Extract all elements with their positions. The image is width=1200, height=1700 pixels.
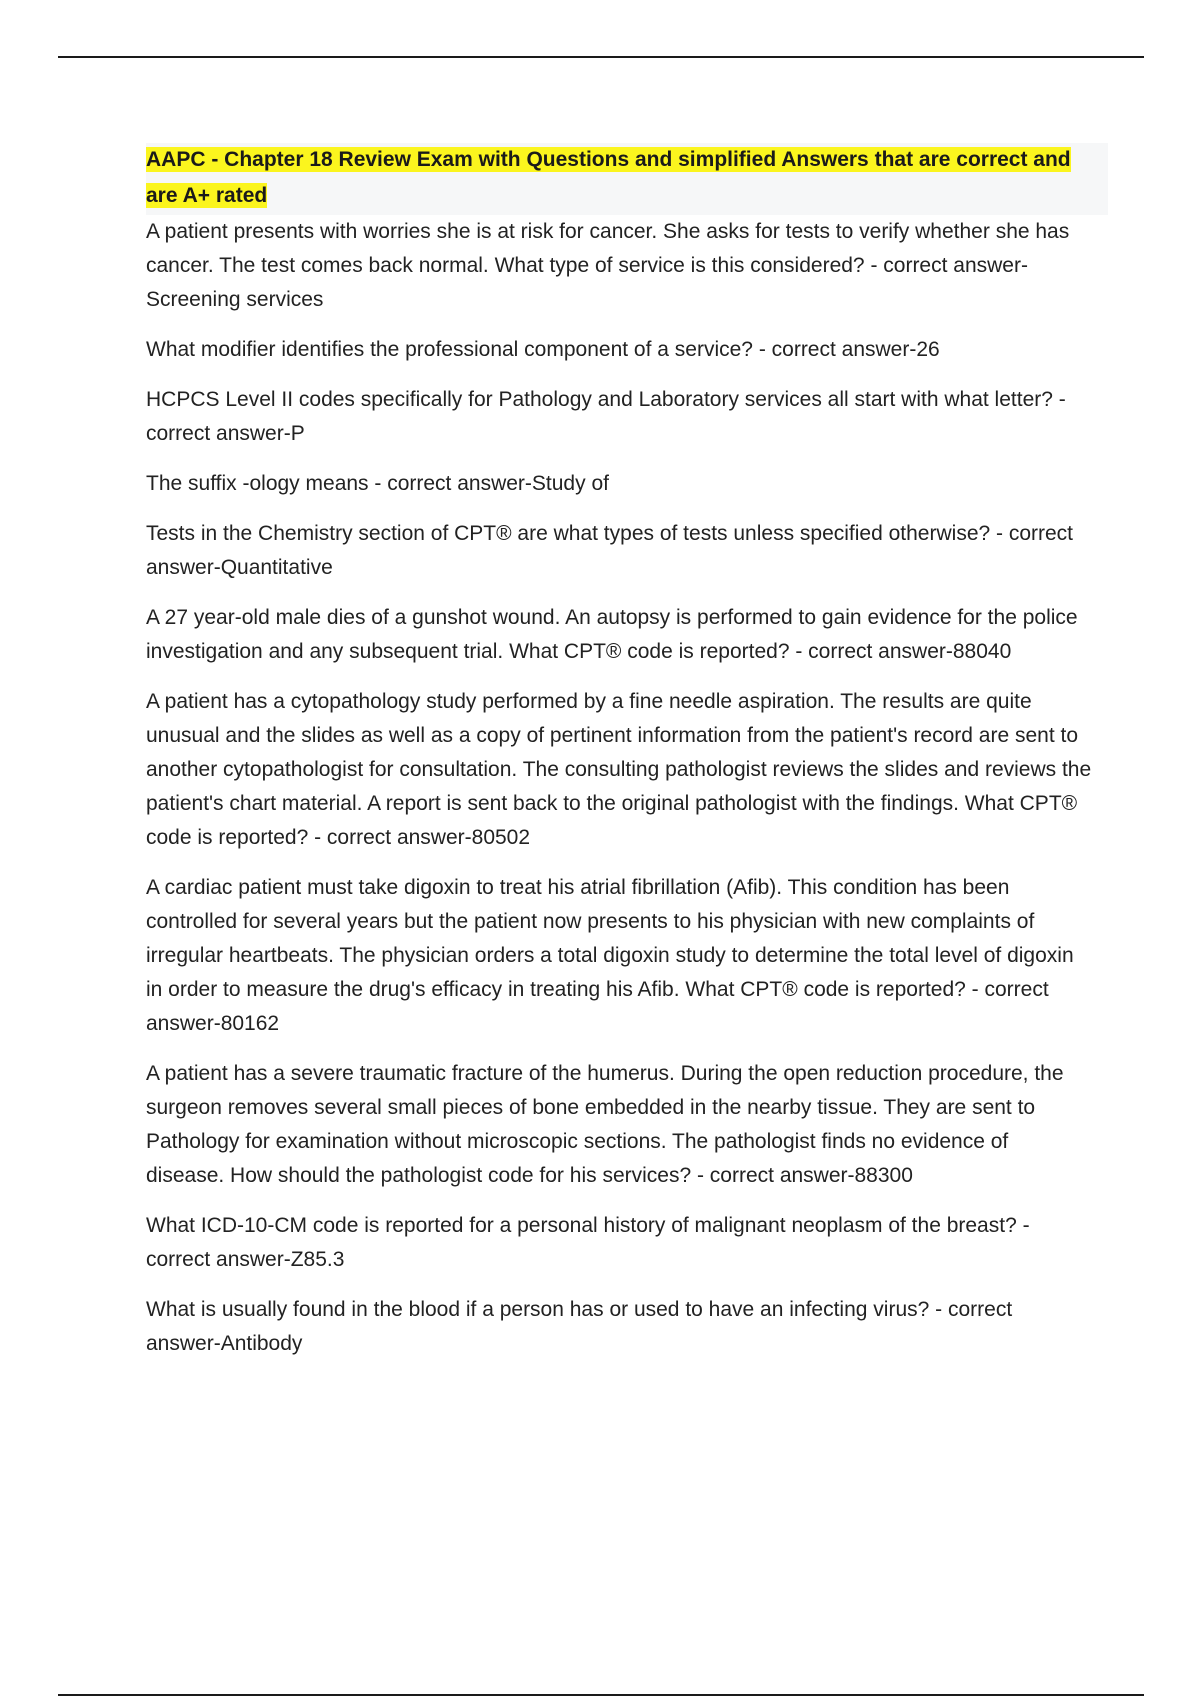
- qa-item-1: A patient presents with worries she is at risk for cancer. She asks for tests to verify whether she has cancer. The test comes back normal. What type of service is this considered? - correct answer-Screening services: [146, 220, 1070, 311]
- document-title: AAPC - Chapter 18 Review Exam with Questions and simplified Answers that are correct and are A+ rated: [146, 148, 1071, 207]
- title-block: [146, 143, 1108, 215]
- qa-item-10: What ICD-10-CM code is reported for a personal history of malignant neoplasm of the breast? - correct answer-Z85.3: [146, 1214, 1030, 1271]
- qa-item-11: What is usually found in the blood if a person has or used to have an infecting virus? - correct answer-Antibody: [146, 1298, 1013, 1355]
- document-body: [146, 143, 1092, 1377]
- qa-item-5: Tests in the Chemistry section of CPT® are what types of tests unless specified otherwise? - correct answer-Quantitative: [146, 522, 1074, 579]
- top-rule: [58, 56, 1144, 58]
- qa-item-9: A patient has a severe traumatic fracture of the humerus. During the open reduction procedure, the surgeon removes several small pieces of bone embedded in the nearby tissue. They are sent to Pathology for examination without microscopic sections. The pathologist finds no evidence of disease. How should the pathologist code for his services? - correct answer-88300: [146, 1062, 1064, 1187]
- qa-item-7: A patient has a cytopathology study performed by a fine needle aspiration. The results are quite unusual and the slides as well as a copy of pertinent information from the patient's record are sent to another cytopathologist for consultation. The consulting pathologist reviews the slides and reviews the patient's chart material. A report is sent back to the original pathologist with the findings. What CPT® code is reported? - correct answer-80502: [146, 690, 1092, 849]
- qa-item-6: A 27 year-old male dies of a gunshot wound. An autopsy is performed to gain evidence for the police investigation and any subsequent trial. What CPT® code is reported? - correct answer-88040: [146, 606, 1078, 663]
- bottom-rule: [58, 1694, 1144, 1696]
- qa-item-8: A cardiac patient must take digoxin to treat his atrial fibrillation (Afib). This condition has been controlled for several years but the patient now presents to his physician with new complaints of irregular heartbeats. The physician orders a total digoxin study to determine the total level of digoxin in order to measure the drug's efficacy in treating his Afib. What CPT® code is reported? - correct answer-80162: [146, 876, 1074, 1035]
- qa-item-2: What modifier identifies the professional component of a service? - correct answer-26: [146, 338, 940, 361]
- qa-item-3: HCPCS Level II codes specifically for Pathology and Laboratory services all start with what letter? - correct answer-P: [146, 388, 1066, 445]
- qa-item-4: The suffix -ology means - correct answer-Study of: [146, 472, 609, 495]
